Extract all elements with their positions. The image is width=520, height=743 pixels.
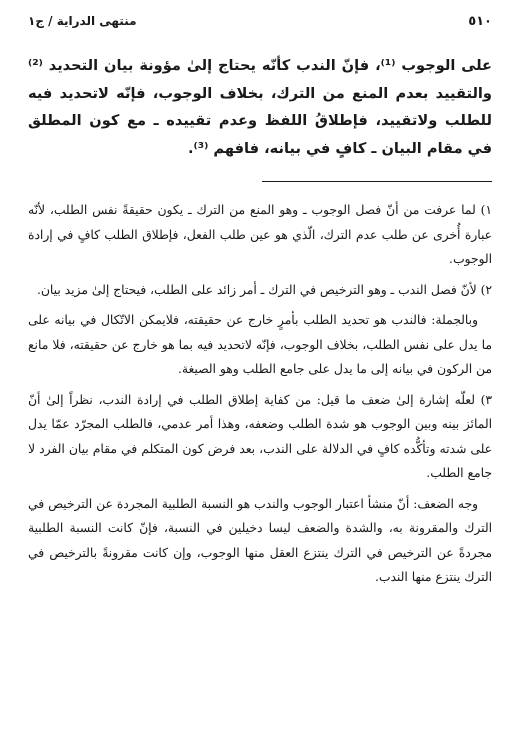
footnote-1: ١) لما عرفت من أنّ فصل الوجوب ـ وهو المنع من الترك ـ يكون حقيقةً نفس الطلب، لأنّه عبارة أُخرى عن طلب عدم الترك، الّذي هو عين طلب الفعل، فإطلاق الطلب كافٍ في إرادة الوجوب.: [28, 203, 492, 266]
footnotes: [28, 198, 492, 590]
page-header: [28, 14, 492, 38]
footnote-3-continuation: وجه الضعف: أنّ منشأ اعتبار الوجوب والندب هو النسبة الطلبية المجردة عن الترخيص في الترك والمقرونة به، والشدة والضعف ليسا دخيلين في النسبة، فإنّ كانت النسبة الطلبية مجردةً عن الترخيص في الترك ينتزع العقل منها الوجوب، وإن كانت مقرونةً بالترخيص في الترك ينتزع منها الندب.: [28, 496, 492, 584]
main-text: [28, 52, 492, 162]
main-paragraph: على الوجوب ⁽¹⁾، فإنّ الندب كأنّه يحتاج إلىٰ مؤونة بيان التحديد ⁽²⁾ والتقييد بعدم المنع من الترك، بخلاف الوجوب، فإنّه لاتحديد فيه للطلب ولاتقييد، فإطلاقُ اللفظ وعدم تقييده ـ مع كون المطلق في مقام البيان ـ كافٍ في بيانه، فافهم ⁽³⁾.: [28, 57, 492, 157]
footnote-3: ٣) لعلّه إشارة إلىٰ ضعف ما قيل: من كفاية إطلاق الطلب في إرادة الندب، نظراً إلىٰ أنّ المائز بينه وبين الوجوب هو شدة الطلب وضعفه، وهذا أمر عدمي، فالطلب المجرّد عمّا يدل على شدته وتأكُّده كافٍ في الدلالة على الندب، بعد فرض كون المتكلم في مقام بيان الفرد لا جامع الطلب.: [28, 392, 492, 480]
footnote-2-continuation: وبالجملة: فالندب هو تحديد الطلب بأمرٍ خارج عن حقيقته، فلايمكن الاتّكال في بيانه على ما يدل على نفس الطلب، بخلاف الوجوب، فإنّه لاتحديد فيه بما هو خارج عن حقيقته، فلا مانع من الركون في بيانه إلى ما يدل على جامع الطلب وهو الصيغة.: [28, 313, 492, 376]
page-number: ٥١٠: [468, 14, 492, 29]
book-title: منتهى الدراية / ج١: [28, 14, 137, 28]
footnote-separator: [262, 181, 492, 182]
footnote-2: ٢) لأنّ فصل الندب ـ وهو الترخيص في الترك ـ أمر زائد على الطلب، فيحتاج إلىٰ مزيد بيان.: [36, 282, 492, 297]
